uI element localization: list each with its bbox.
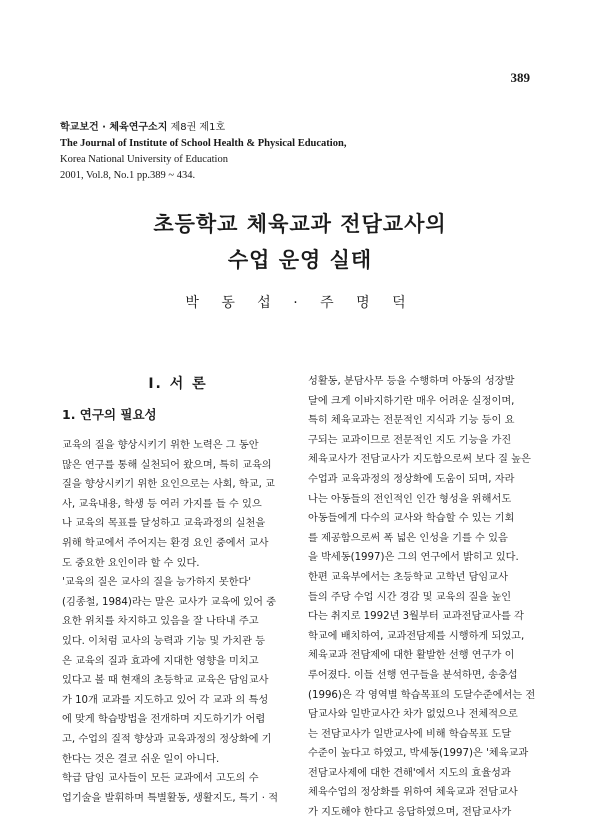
body-text-line: 을 박세동(1997)은 그의 연구에서 밝히고 있다.: [308, 552, 519, 564]
body-text-line: 가 10개 교과를 지도하고 있어 각 교과 의 특성: [62, 694, 269, 706]
body-text-line: 질을 향상시키기 위한 요인으로는 사회, 학교, 교: [62, 479, 275, 491]
body-text-line: 는 전담교사가 일반교사에 비해 학습목표 도달: [308, 728, 512, 740]
right-column-body: [308, 372, 540, 823]
right-column: [308, 372, 540, 823]
body-text-line: 업기술을 발휘하며 특별활동, 생활지도, 특기 · 적: [62, 792, 279, 804]
body-text-line: 구되는 교과이므로 전문적인 지도 기능을 가진: [308, 434, 512, 446]
body-text-line: 고, 수업의 질적 향상과 교육과정의 정상화에 기: [62, 733, 272, 745]
body-text-line: 은 교육의 질과 효과에 지대한 영향을 미치고: [62, 655, 259, 667]
journal-korean-name: 학교보건 · 체육연구소지: [60, 122, 168, 133]
body-text-line: 달에 크게 이바지하기란 매우 어려운 실정이며,: [308, 395, 515, 407]
paper-authors: 박 동 섭 · 주 명 덕: [185, 295, 415, 311]
page-number: 389: [510, 70, 530, 85]
body-text-line: 가 지도해야 한다고 응답하였으며, 전담교사가: [308, 807, 512, 819]
body-text-line: 나 교육의 목표를 달성하고 교육과정의 실천을: [62, 518, 266, 530]
body-text-line: 아동들에게 다수의 교사와 학습할 수 있는 기회: [308, 513, 515, 525]
paper-title-line-1: 초등학교 체육교과 전담교사의: [153, 212, 447, 236]
body-text-line: 성활동, 분담사무 등을 수행하며 아동의 성장발: [308, 376, 515, 387]
subsection-heading-necessity: 1. 연구의 필요성: [62, 407, 157, 422]
journal-korean-volume: 제8권 제1호: [170, 122, 226, 133]
body-text-line: 수업과 교육과정의 정상화에 도움이 되며, 자라: [308, 473, 515, 485]
body-text-line: 체육교사가 전담교사가 지도함으로써 보다 질 높은: [308, 454, 531, 466]
left-column: [62, 372, 294, 808]
body-text-line: 들의 주당 수업 시간 경감 및 교육의 질을 높인: [308, 591, 512, 603]
body-text-line: 를 제공함으로써 폭 넓은 인성을 기를 수 있음: [308, 532, 508, 544]
body-text-line: 요한 위치를 차지하고 있음을 잘 나타내 주고: [62, 616, 259, 628]
body-text-line: 한편 교육부에서는 초등학교 고학년 담임교사: [308, 571, 508, 583]
body-text-line: 특히 체육교과는 전문적인 지식과 기능 등이 요: [308, 415, 515, 427]
body-text-line: 사, 교육내용, 학생 등 여러 가지를 들 수 있으: [62, 498, 262, 510]
paper-title: [0, 206, 600, 278]
body-text-line: 위해 학교에서 주어지는 환경 요인 중에서 교사: [62, 537, 269, 549]
body-text-line: 체육교과 전담제에 대한 활발한 선행 연구가 이: [308, 650, 515, 662]
body-text-line: 있다고 볼 때 현재의 초등학교 교육은 담임교사: [62, 675, 269, 687]
body-text-line: (김종철, 1984)라는 말은 교사가 교육에 있어 중: [62, 596, 276, 608]
body-text-line: 도 중요한 요인이라 할 수 있다.: [62, 557, 200, 569]
journal-citation: [60, 120, 540, 184]
journal-volume-pages: 2001, Vol.8, No.1 pp.389 ~ 434.: [60, 170, 196, 181]
left-column-body: [62, 436, 294, 808]
body-text-line: 에 맞게 학습방법을 전개하며 지도하기가 어렵: [62, 714, 266, 726]
section-heading-introduction: I. 서 론: [148, 376, 208, 392]
body-text-line: 한다는 것은 결코 쉬운 일이 아니다.: [62, 753, 220, 765]
journal-korean-line: [60, 120, 540, 136]
body-text-line: 다는 취지로 1992년 3월부터 교과전담교사를 각: [308, 611, 524, 623]
paper-title-line-2: 수업 운영 실태: [227, 248, 373, 272]
body-text-line: 루어졌다. 이들 선행 연구들을 분석하면, 송충섭: [308, 669, 518, 681]
body-text-line: 있다. 이처럼 교사의 능력과 기능 및 가치관 등: [62, 635, 266, 647]
journal-institution: Korea National University of Education: [60, 154, 228, 165]
journal-english-name: The Journal of Institute of School Health & Physical Education,: [60, 138, 347, 149]
body-text-line: 교육의 질을 향상시키기 위한 노력은 그 동안: [62, 440, 259, 451]
body-text-line: 나는 아동들의 전인적인 인간 형성을 위해서도: [308, 493, 512, 505]
body-text-line: 담교사와 일반교사간 차가 없었으나 전체적으로: [308, 709, 518, 721]
body-text-line: 수준이 높다고 하였고, 박세동(1997)은 '체육교과: [308, 748, 529, 760]
body-text-line: 학교에 배치하여, 교과전담제를 시행하게 되었고,: [308, 630, 525, 642]
body-text-line: 전담교사제에 대한 견해'에서 지도의 효율성과: [308, 767, 511, 779]
body-text-line: 많은 연구를 통해 실천되어 왔으며, 특히 교육의: [62, 459, 272, 471]
body-text-line: 학급 담임 교사들이 모든 교과에서 고도의 수: [62, 773, 259, 785]
body-text-line: 체육수업의 정상화를 위하여 체육교과 전담교사: [308, 787, 518, 799]
body-text-line: (1996)은 각 영역별 학습목표의 도달수준에서는 전: [308, 689, 536, 701]
body-text-line: '교육의 질은 교사의 질을 능가하지 못한다': [62, 577, 252, 589]
